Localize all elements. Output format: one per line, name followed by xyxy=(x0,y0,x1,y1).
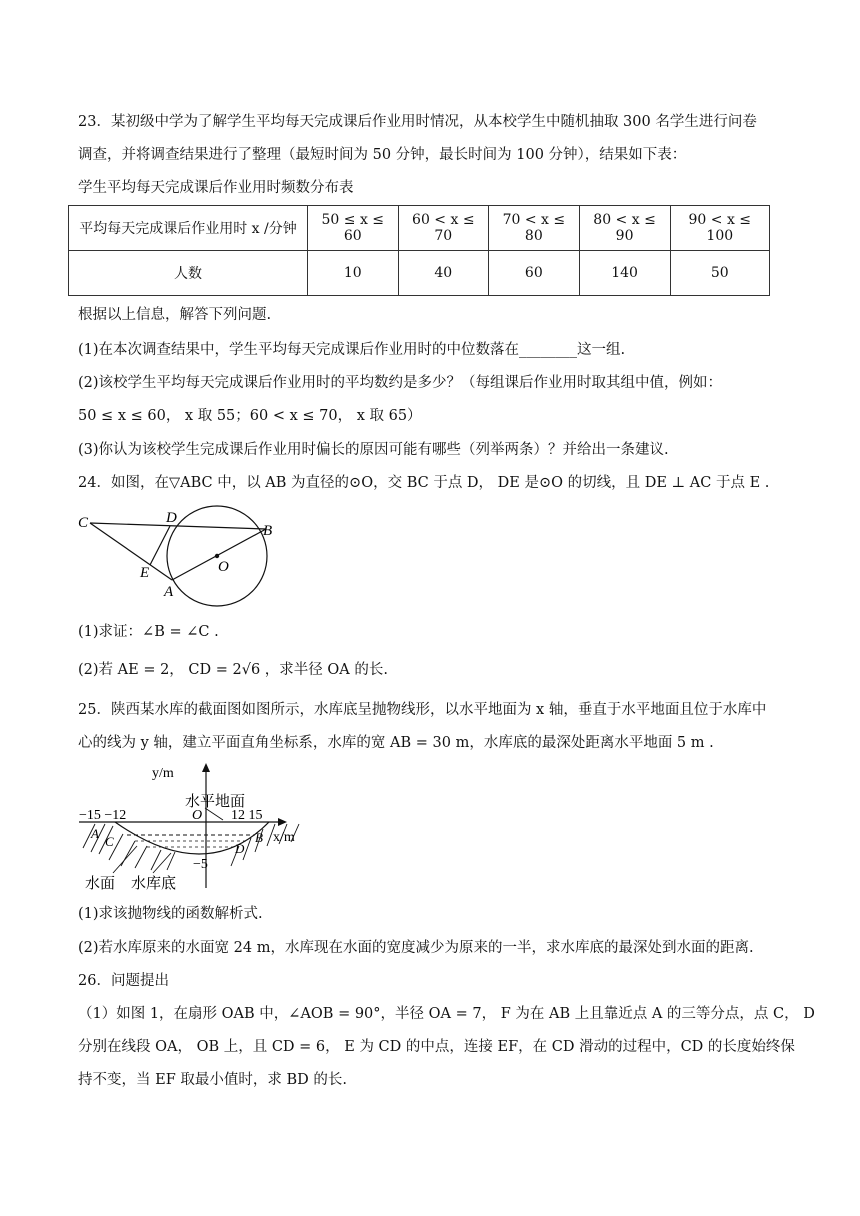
q23-sub2-line2: 50 ≤ x ≤ 60， x 取 55；60 < x ≤ 70， x 取 65） xyxy=(78,408,422,424)
table-header-row xyxy=(69,206,770,251)
ticks-negative: −15 −12 xyxy=(79,808,127,823)
table-header-cell: 90 < x ≤ 100 xyxy=(670,206,769,251)
q23-text-line1: 23．某初级中学为了解学生平均每天完成课后作业用时情况，从本校学生中随机抽取 300 名学生进行问卷 xyxy=(78,114,757,130)
segment-ca xyxy=(90,523,172,580)
water-label: 水面 xyxy=(85,876,116,892)
q23-sub1: (1)在本次调查结果中，学生平均每天完成课后作业用时的中位数落在________这一组. xyxy=(78,342,626,358)
label-d: D xyxy=(235,841,245,856)
q24-sub1: (1)求证：∠B = ∠C . xyxy=(78,624,219,640)
reservoir-bottom-curve xyxy=(115,822,269,854)
table-header-cell: 平均每天完成课后作业用时 x /分钟 xyxy=(69,206,308,251)
label-a: A xyxy=(164,584,174,600)
bottom-pointer xyxy=(153,853,171,873)
q25-sub2: (2)若水库原来的水面宽 24 m，水库现在水面的宽度减少为原来的一半，求水库底的最深处到水面的距离. xyxy=(78,940,754,956)
q26-text-line2: 分别在线段 OA， OB 上，且 CD = 6， E 为 CD 的中点，连接 EF，在 CD 滑动的过程中，CD 的长度始终保 xyxy=(78,1039,795,1055)
q24-figure xyxy=(70,505,290,610)
origin-label: O xyxy=(192,808,203,823)
table-header-cell: 50 ≤ x ≤ 60 xyxy=(308,206,399,251)
ground-label: 水平地面 xyxy=(185,794,246,810)
center-point xyxy=(215,554,219,558)
y-axis-arrow xyxy=(202,763,210,772)
table-title: 学生平均每天完成课后作业用时频数分布表 xyxy=(78,180,354,196)
water-pointer xyxy=(113,846,137,873)
label-b: B xyxy=(263,523,273,539)
label-d: D xyxy=(166,510,177,526)
q26-text-line3: 持不变，当 EF 取最小值时，求 BD 的长. xyxy=(78,1072,347,1088)
table-cell: 60 xyxy=(489,251,580,296)
label-c: C xyxy=(105,834,114,849)
table-cell: 人数 xyxy=(69,251,308,296)
y-axis-label: y/m xyxy=(152,766,174,781)
q25-figure xyxy=(75,758,315,893)
label-c: C xyxy=(78,515,89,531)
table-cell: 140 xyxy=(579,251,670,296)
depth-label: −5 xyxy=(193,857,208,872)
q24-text-line1: 24．如图，在▽ABC 中，以 AB 为直径的⊙O，交 BC 于点 D， DE 是⊙O 的切线，且 DE ⊥ AC 于点 E . xyxy=(78,475,770,491)
q23-sub2-line1: (2)该校学生平均每天完成课后作业用时的平均数约是多少？（每组课后作业用时取其组中值，例如： xyxy=(78,375,723,391)
table-header-cell: 70 < x ≤ 80 xyxy=(489,206,580,251)
ticks-positive: 12 15 xyxy=(231,808,263,823)
frequency-table xyxy=(68,205,770,296)
q23-sub3: (3)你认为该校学生完成课后作业用时偏长的原因可能有哪些（列举两条）？并给出一条建议. xyxy=(78,442,669,458)
label-b: B xyxy=(255,830,263,845)
x-axis-label: x/m xyxy=(273,830,295,845)
bottom-label: 水库底 xyxy=(131,876,177,892)
q26-text-line1: （1）如图 1，在扇形 OAB 中，∠AOB = 90°，半径 OA = 7， F 为在 AB 上且靠近点 A 的三等分点，点 C， D xyxy=(78,1006,815,1022)
table-cell: 10 xyxy=(308,251,399,296)
table-cell: 50 xyxy=(670,251,769,296)
label-o: O xyxy=(218,559,229,575)
q25-text-line2: 心的线为 y 轴，建立平面直角坐标系，水库的宽 AB = 30 m，水库底的最深处距离水平地面 5 m . xyxy=(78,735,714,751)
table-header-cell: 80 < x ≤ 90 xyxy=(579,206,670,251)
table-header-cell: 60 < x ≤ 70 xyxy=(398,206,489,251)
label-a: A xyxy=(91,826,99,841)
q24-sub2: (2)若 AE = 2， CD = 2√6 ，求半径 OA 的长. xyxy=(78,662,388,678)
label-e: E xyxy=(140,565,150,581)
q23-text-line2: 调查，并将调查结果进行了整理（最短时间为 50 分钟，最长时间为 100 分钟），结果如下表： xyxy=(78,147,687,163)
q26-title: 26．问题提出 xyxy=(78,973,169,989)
x-axis-arrow xyxy=(278,818,287,826)
q23-intro: 根据以上信息，解答下列问题. xyxy=(78,307,272,323)
q25-text-line1: 25．陕西某水库的截面图如图所示，水库底呈抛物线形，以水平地面为 x 轴，垂直于水平地面且位于水库中 xyxy=(78,702,767,718)
table-row xyxy=(69,251,770,296)
q25-sub1: (1)求该抛物线的函数解析式. xyxy=(78,906,263,922)
table-cell: 40 xyxy=(398,251,489,296)
